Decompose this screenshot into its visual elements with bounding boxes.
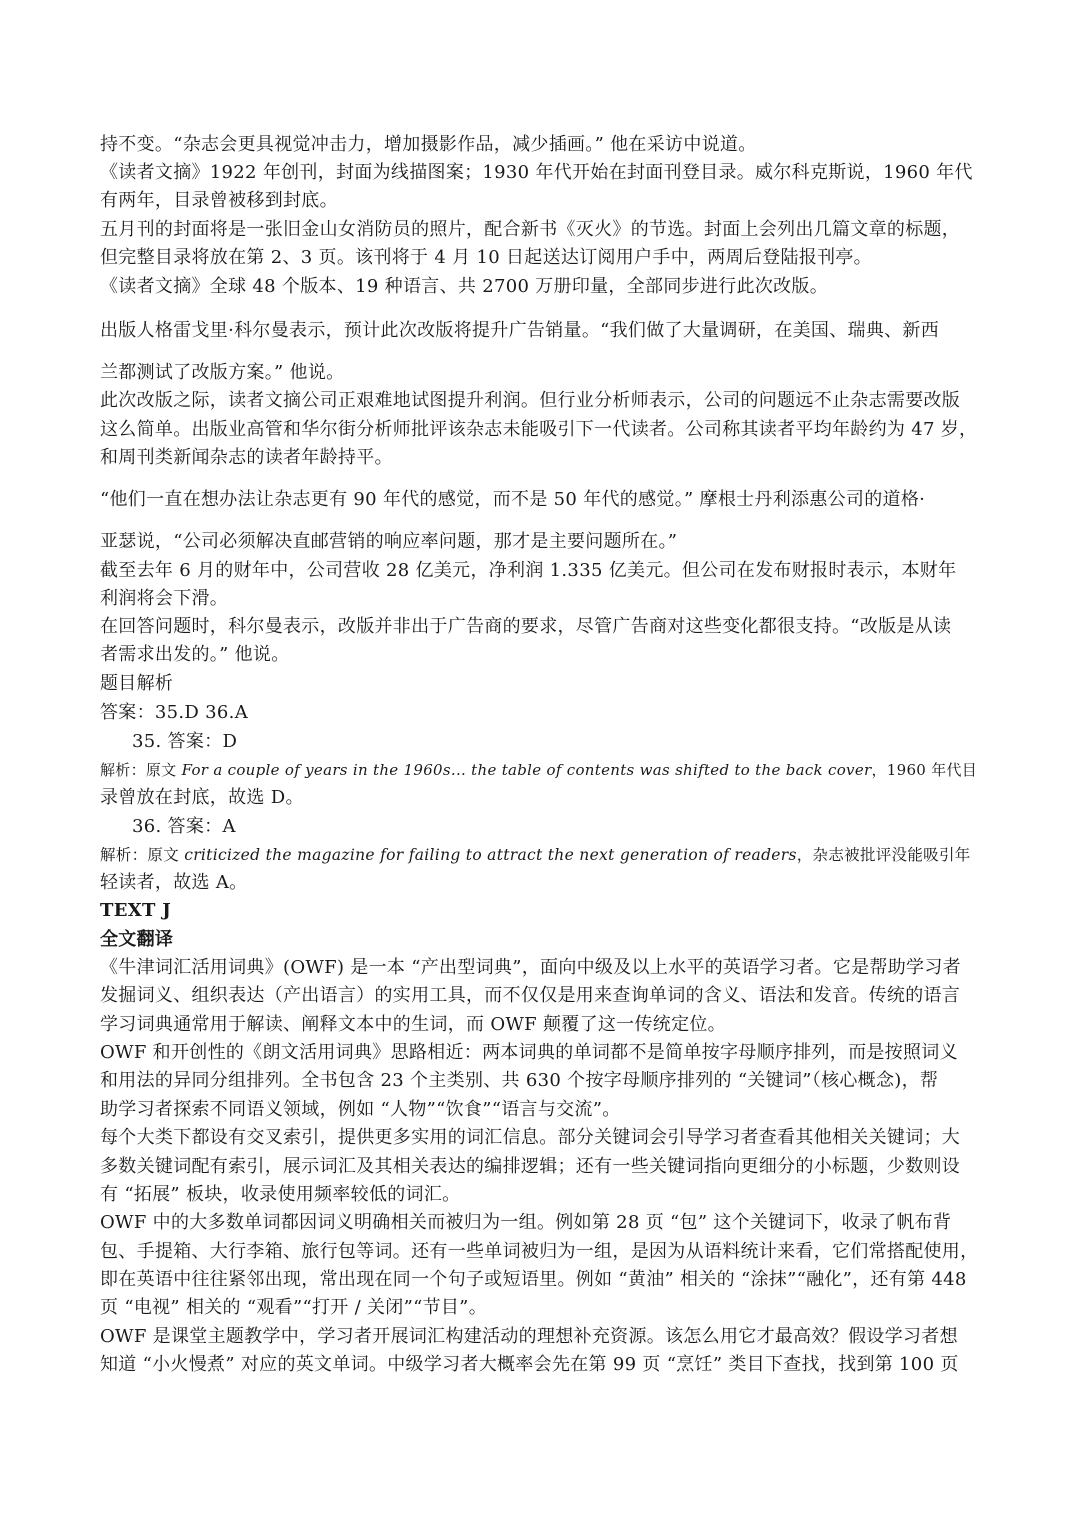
- paragraph-line: 出版人格雷戈里·科尔曼表示，预计此次改版将提升广告销量。“我们做了大量调研，在美国、瑞典、新西: [100, 320, 940, 341]
- paragraph-line: 持不变。“杂志会更具视觉冲击力，增加摄影作品，减少插画。” 他在采访中说道。: [100, 134, 757, 155]
- paragraph-line: 兰都测试了改版方案。” 他说。: [100, 362, 345, 383]
- paragraph-line: 《读者文摘》全球 48 个版本、19 种语言、共 2700 万册印量，全部同步进行此次改版。: [100, 276, 829, 297]
- paragraph-line: 即在英语中往往紧邻出现，常出现在同一个句子或短语里。例如 “黄油” 相关的 “涂抹”“融化”，还有第 448: [100, 1269, 967, 1290]
- q36-explanation: [100, 842, 990, 868]
- paragraph-line: 每个大类下都设有交叉索引，提供更多实用的词汇信息。部分关键词会引导学习者查看其他相关关键词；大: [100, 1127, 961, 1148]
- q35-explanation: [100, 757, 990, 783]
- paragraph-line: 页 “电视” 相关的 “观看”“打开 / 关闭”“节目”。: [100, 1297, 487, 1318]
- paragraph-line: “他们一直在想办法让杂志更有 90 年代的感觉，而不是 50 年代的感觉。” 摩根士丹利添惠公司的道格·: [100, 489, 926, 510]
- quoted-original: For a couple of years in the 1960s... the table of contents was shifted to the back cover: [181, 761, 872, 779]
- q35-answer: 35. 答案：D: [132, 731, 238, 752]
- answer-summary: 答案：35.D 36.A: [100, 702, 249, 723]
- explanation-prefix: 解析：原文: [100, 761, 182, 779]
- paragraph-line: 有 “拓展” 板块，收录使用频率较低的词汇。: [100, 1184, 461, 1205]
- paragraph-line: 知道 “小火慢煮” 对应的英文单词。中级学习者大概率会先在第 99 页 “烹饪” 类目下查找，找到第 100 页: [100, 1354, 959, 1375]
- paragraph-line: 五月刊的封面将是一张旧金山女消防员的照片，配合新书《灭火》的节选。封面上会列出几篇文章的标题，: [100, 219, 961, 240]
- paragraph-line: 学习词典通常用于解读、阐释文本中的生词，而 OWF 颠覆了这一传统定位。: [100, 1014, 726, 1035]
- explanation-text: ，杂志被批评没能吸引年: [796, 846, 971, 864]
- paragraph-line: 助学习者探索不同语义领域，例如 “人物”“饮食”“语言与交流”。: [100, 1099, 621, 1120]
- section-title: TEXT J: [100, 900, 172, 921]
- paragraph-line: 发掘词义、组织表达（产出语言）的实用工具，而不仅仅是用来查询单词的含义、语法和发音。传统的语言: [100, 985, 961, 1006]
- paragraph-line: 利润将会下滑。: [100, 588, 229, 609]
- paragraph-line: 和用法的异同分组排列。全书包含 23 个主类别、共 630 个按字母顺序排列的 “关键词”（核心概念)，帮: [100, 1070, 939, 1091]
- paragraph-line: 《牛津词汇活用词典》(OWF) 是一本 “产出型词典”，面向中级及以上水平的英语学习者。它是帮助学习者: [100, 957, 961, 978]
- q36-explanation-cont: 轻读者，故选 A。: [100, 872, 248, 893]
- q35-explanation-cont: 录曾放在封底，故选 D。: [100, 787, 304, 808]
- paragraph-line: OWF 中的大多数单词都因词义明确相关而被归为一组。例如第 28 页 “包” 这个关键词下，收录了帆布背: [100, 1212, 952, 1233]
- paragraph-line: 亚瑟说，“公司必须解决直邮营销的响应率问题，那才是主要问题所在。”: [100, 531, 678, 552]
- quoted-original: criticized the magazine for failing to attract the next generation of readers: [184, 846, 797, 864]
- paragraph-line: 此次改版之际，读者文摘公司正艰难地试图提升利润。但行业分析师表示，公司的问题远不止杂志需要改版: [100, 390, 961, 411]
- paragraph-line: 截至去年 6 月的财年中，公司营收 28 亿美元，净利润 1.335 亿美元。但公司在发布财报时表示，本财年: [100, 560, 957, 581]
- paragraph-line: 在回答问题时，科尔曼表示，改版并非出于广告商的要求，尽管广告商对这些变化都很支持。“改版是从读: [100, 616, 952, 637]
- paragraph-line: 这么简单。出版业高管和华尔街分析师批评该杂志未能吸引下一代读者。公司称其读者平均年龄约为 47 岁，: [100, 419, 978, 440]
- paragraph-line: 《读者文摘》1922 年创刊，封面为线描图案；1930 年代开始在封面刊登目录。威尔科克斯说，1960 年代: [100, 162, 973, 183]
- paragraph-line: 包、手提箱、大行李箱、旅行包等词。还有一些单词被归为一组，是因为从语料统计来看，它们常搭配使用，: [100, 1241, 979, 1262]
- paragraph-line: 多数关键词配有索引，展示词汇及其相关表达的编排逻辑；还有一些关键词指向更细分的小标题，少数则设: [100, 1156, 961, 1177]
- paragraph-line: OWF 和开创性的《朗文活用词典》思路相近：两本词典的单词都不是简单按字母顺序排列，而是按照词义: [100, 1042, 958, 1063]
- section-subtitle: 全文翻译: [100, 929, 174, 950]
- analysis-heading: 题目解析: [100, 673, 174, 694]
- explanation-text: ，1960 年代目: [871, 761, 978, 779]
- paragraph-line: 但完整目录将放在第 2、3 页。该刊将于 4 月 10 日起送达订阅用户手中，两周后登陆报刊亭。: [100, 247, 872, 268]
- paragraph-line: 和周刊类新闻杂志的读者年龄持平。: [100, 447, 393, 468]
- q36-answer: 36. 答案：A: [132, 816, 236, 837]
- paragraph-line: OWF 是课堂主题教学中，学习者开展词汇构建活动的理想补充资源。该怎么用它才最高效？假设学习者想: [100, 1326, 958, 1347]
- explanation-prefix: 解析：原文: [100, 846, 185, 864]
- paragraph-line: 者需求出发的。” 他说。: [100, 644, 290, 665]
- paragraph-line: 有两年，目录曾被移到封底。: [100, 190, 338, 211]
